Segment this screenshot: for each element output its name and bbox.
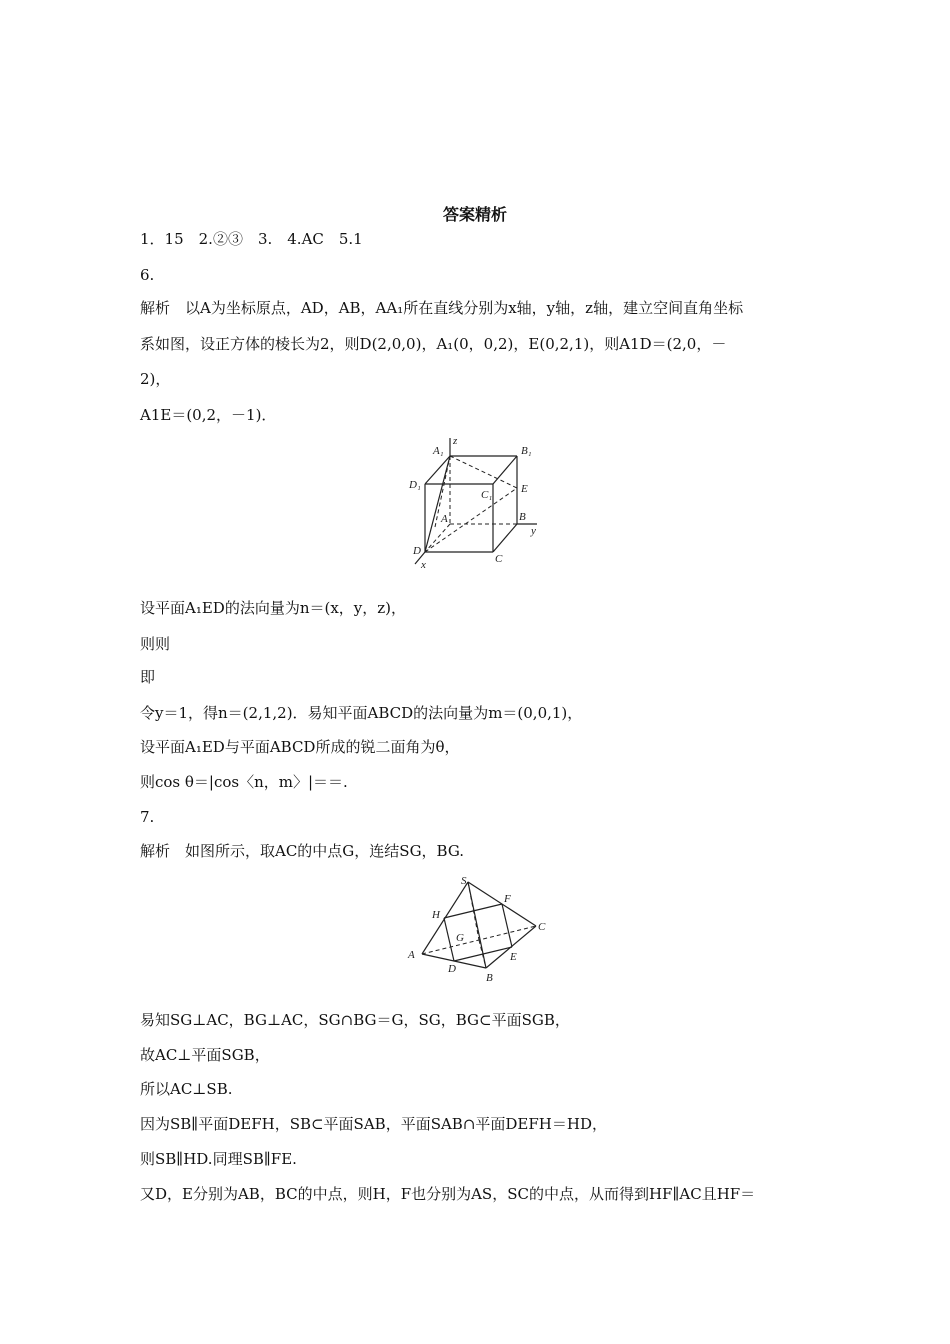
answer-line-16: 故AC⊥平面SGB，: [140, 1046, 270, 1064]
answer-line-6: A1E＝(0,2，－1)．: [140, 406, 277, 424]
answer-line-7: 设平面A₁ED的法向量为n＝(x，y，z)，: [140, 599, 407, 617]
label-F: F: [504, 893, 511, 905]
label-C: C: [538, 921, 546, 933]
answer-line-14: 解析 如图所示，取AC的中点G，连结SG，BG.: [140, 842, 465, 860]
answer-line-15: 易知SG⊥AC，BG⊥AC，SG∩BG＝G，SG，BG⊂平面SGB，: [140, 1011, 570, 1029]
answer-line-3: 解析 以A为坐标原点，AD，AB，AA₁所在直线分别为x轴，y轴，z轴，建立空间直角坐标: [140, 299, 744, 317]
label-E: E: [510, 951, 517, 963]
label-y: y: [531, 525, 536, 537]
label-A: A: [408, 949, 415, 961]
label-D1: D₁: [409, 479, 421, 491]
answer-line-18: 因为SB∥平面DEFH，SB⊂平面SAB，平面SAB∩平面DEFH＝HD，: [140, 1115, 607, 1133]
answer-line-12: 则cos θ＝|cos〈n，m〉|＝＝.: [140, 773, 348, 791]
label-C1: C₁: [481, 489, 493, 501]
label-B: B: [486, 972, 493, 984]
answer-line-8: 则则: [140, 635, 171, 653]
answer-line-2: 6.: [140, 266, 155, 284]
label-x: x: [421, 559, 426, 571]
answer-line-4: 系如图，设正方体的棱长为2，则D(2,0,0)，A₁(0，0,2)，E(0,2,1)，则A1D＝(2,0，－: [140, 335, 727, 353]
label-A1: A₁: [433, 445, 444, 457]
answer-line-11: 设平面A₁ED与平面ABCD所成的锐二面角为θ，: [140, 738, 460, 756]
label-H: H: [432, 909, 440, 921]
label-S: S: [461, 875, 467, 887]
answer-line-1: 1．15 2.②③ 3. 4.AC 5.1: [140, 230, 363, 248]
label-C: C: [495, 553, 503, 565]
answer-line-20: 又D，E分别为AB，BC的中点，则H，F也分别为AS，SC的中点，从而得到HF∥AC且HF＝: [140, 1185, 756, 1203]
answer-line-19: 则SB∥HD.同理SB∥FE.: [140, 1150, 297, 1168]
label-D: D: [413, 545, 421, 557]
label-G: G: [456, 932, 464, 944]
label-B: B: [519, 511, 526, 523]
page-title: 答案精析: [442, 205, 507, 224]
answer-line-9: 即: [140, 668, 156, 686]
answer-line-5: 2)，: [140, 370, 171, 388]
label-E: E: [521, 483, 528, 495]
answer-line-13: 7.: [140, 808, 155, 826]
cube-figure: [405, 432, 555, 572]
tetrahedron-figure: [402, 868, 552, 988]
answer-line-17: 所以AC⊥SB.: [140, 1080, 233, 1098]
label-A: A: [441, 513, 448, 525]
label-D: D: [448, 963, 456, 975]
label-B1: B₁: [521, 445, 532, 457]
answer-line-10: 令y＝1，得n＝(2,1,2)．易知平面ABCD的法向量为m＝(0,0,1)，: [140, 704, 583, 722]
label-z: z: [453, 435, 458, 447]
